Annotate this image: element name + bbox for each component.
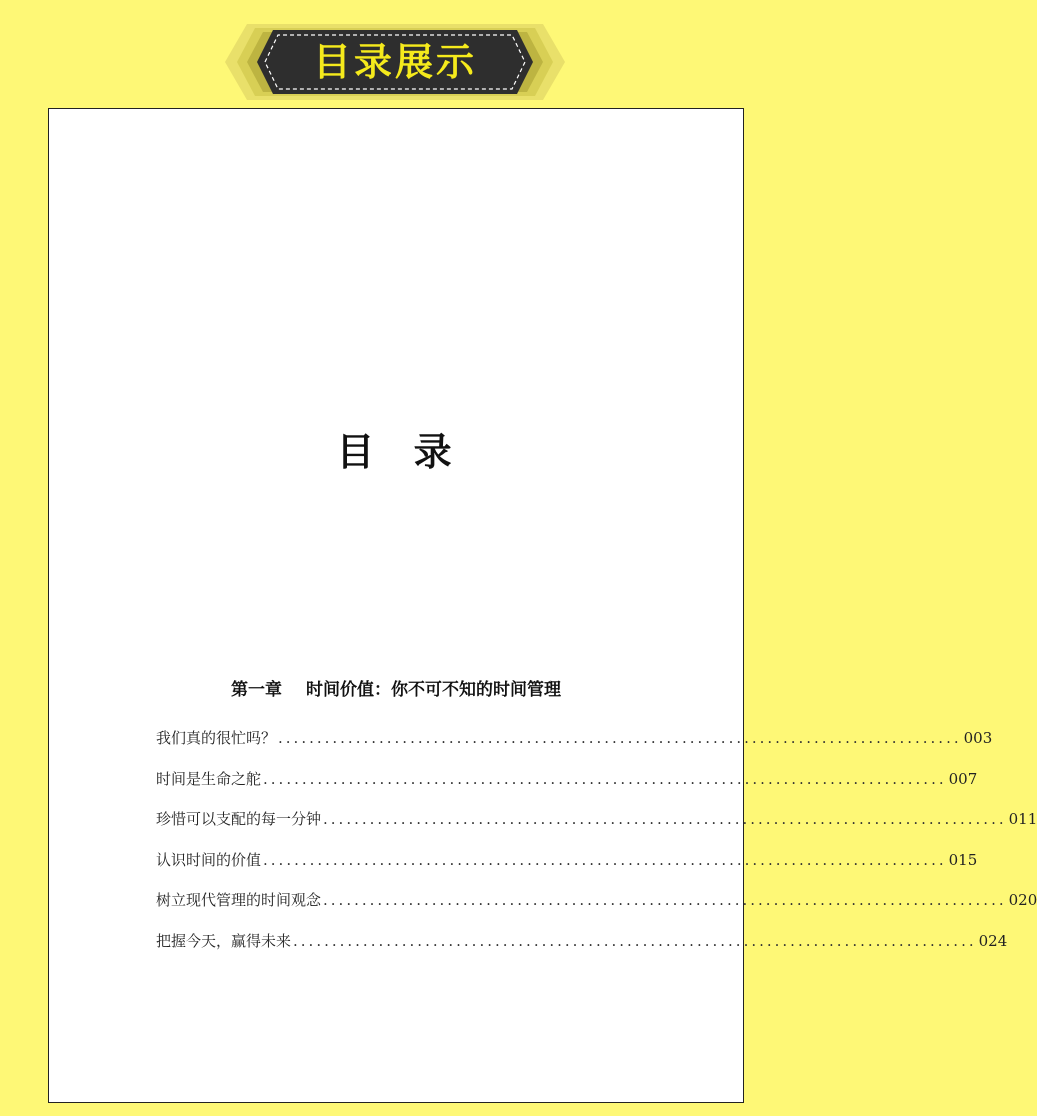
toc-entry-page: 011 xyxy=(1008,810,1037,828)
toc-entry-title: 我们真的很忙吗？ xyxy=(156,729,277,747)
toc-entry[interactable] xyxy=(156,727,993,768)
toc-entry[interactable] xyxy=(156,889,1037,930)
dot-leader: ........................................................................................ xyxy=(323,810,1007,828)
toc-entry[interactable] xyxy=(156,849,978,890)
document-page xyxy=(48,108,1037,1103)
dot-leader: ........................................................................................ xyxy=(263,850,947,869)
banner xyxy=(225,24,565,100)
chapter-title: 时间价值：你不可不知的时间管理 xyxy=(305,680,561,700)
toc-entry-title: 珍惜可以支配的每一分钟 xyxy=(156,810,322,828)
toc-entry-page: 003 xyxy=(963,729,993,747)
dot-leader: ........................................................................................ xyxy=(323,891,1007,909)
toc-entry-page: 007 xyxy=(948,769,978,788)
toc-entry-title: 认识时间的价值 xyxy=(156,850,262,869)
dot-leader: ........................................................................................ xyxy=(263,769,947,788)
toc-entry-page: 020 xyxy=(1008,891,1037,909)
toc-entry-title: 树立现代管理的时间观念 xyxy=(156,891,322,909)
toc-entry-title: 时间是生命之舵 xyxy=(156,769,262,788)
dot-leader: ........................................................................................ xyxy=(278,729,962,747)
banner-title: 目录展示 xyxy=(312,40,477,84)
toc-entry[interactable] xyxy=(156,930,1008,971)
toc-list xyxy=(156,727,1037,970)
dot-leader: ........................................................................................ xyxy=(293,931,977,950)
toc-entry-page: 024 xyxy=(978,931,1008,950)
chapter-heading xyxy=(49,675,743,700)
toc-heading: 目 录 xyxy=(336,429,456,474)
toc-entry-page: 015 xyxy=(948,850,978,869)
toc-entry[interactable] xyxy=(156,768,978,809)
chapter-number: 第一章 xyxy=(231,680,283,700)
toc-entry-title: 把握今天，赢得未来 xyxy=(156,931,292,950)
toc-entry[interactable] xyxy=(156,808,1037,849)
